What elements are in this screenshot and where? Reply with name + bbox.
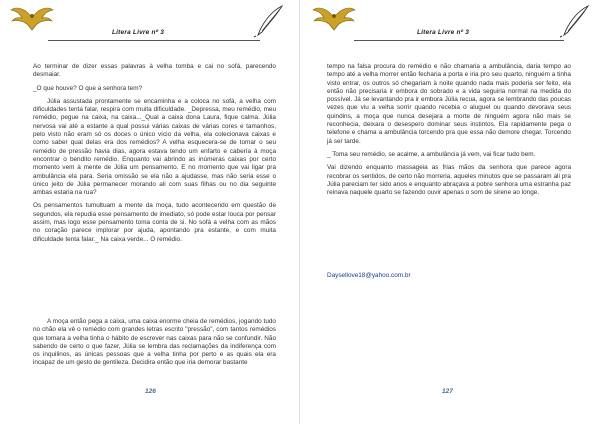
page-number: 127 — [442, 388, 453, 395]
paragraph: Os pensamentos tumultuam a mente da moça, tudo acontecendo em questão de segundos, ela repudia esse pensamento de imediato, só pode estar louca por pensar assim, mas logo esse pensamento toma conta de si. No sofá a velha com as mãos no coração parece implorar por ajuda, apontando pra estante, e com muita dificuldade tenta falar._ Na caixa verde... O remédio. — [33, 202, 276, 243]
paragraph: tempo na falsa procura do remédio e não chamaria a ambulância, daria tempo ao tempo até a velha morrer então fecharia a porta e iria pro seu quarto, ninguém a tinha visto entrar, os outros só chegariam à noite quando nada mais poderia ser feito, ela então não precisaria ir embora do sobrado e a vida seguiria normal na medida do possível. Já se levantando pra ir embora Júlia recua, agora se lembrando das poucas vezes que viu a velha sorrir quando recebia o aluguel ou quando devorava seus quindins, a moça que nunca desejara a morte de ninguém agora não mais se reconhecia, deixara o desespero dominar seus instintos. Ela rapidamente pega o telefone e chama a ambulância torcendo pra que essa não demore chegar. Torcendo já ser tarde. — [327, 63, 571, 145]
eagle-logo-icon — [10, 4, 54, 34]
quill-pen-icon — [558, 4, 592, 38]
page-number: 126 — [145, 388, 156, 395]
header-rule — [48, 40, 260, 41]
right-page — [300, 0, 600, 424]
header-rule — [354, 40, 564, 41]
quill-pen-icon — [252, 4, 286, 38]
paragraph: _O que houve? O que a senhora tem? — [33, 84, 143, 92]
left-body-text — [33, 63, 276, 244]
paragraph: Vai dizendo enquanto massageia as frias mãos da senhora que parece agora recobrar os sentidos, de certo não morreria, aqueles minutos que se passaram ali pra Júlia pareciam ter sido anos e enquanto abraçava a pobre senhora uma estranha paz reinava naquele quarto se fazendo ouvir apenas o som de sirene ao longe. — [327, 164, 571, 197]
paragraph: Ao terminar de dizer essas palavras à velha tomba e cai no sofá, parecendo desmaiar. — [33, 63, 276, 79]
left-body-text-lower — [33, 318, 276, 368]
right-body-text — [327, 63, 571, 202]
page-header — [0, 0, 300, 50]
paragraph: _ Toma seu remédio, se acalme, a ambulância já vem, vai ficar tudo bem. — [327, 150, 536, 158]
header-title: Litera Livre nº 3 — [112, 29, 165, 36]
paragraph: Júlia assustada prontamente se encaminha e a coloca no sofá, a velha com dificuldades tenta falar, respira com muita dificuldade. _Depressa, meu remédio, meu remédio, pegue na caixa, na caixa..._Qual a caixa dona Laura, fique calma. Júlia nervosa vai até a estante a qual possui várias caixas de várias cores e tamanhos, pelo visto não eram só os doces o único vício da velha, ela colecionava caixas e como saber qual delas era dos remédios? A velha esquecera-se de tomar o seu remédio de pressão havia dias, agora estava tendo um enfarto e cabería à moça encontrar o bendito remédio. Enquanto vai abrindo as inúmeras caixas por certo momento vem à mente de Júlia um pensamento. E no momento que vai ligar pra ambulância ela para. Seria omissão se ela não a ajudasse, mas não seria esse o único jeito de Júlia permanecer morando ali com suas filhas ou no dia seguinte ambas estaria na rua? — [33, 97, 276, 197]
author-email-link[interactable]: Daysellove18@yahoo.com.br — [327, 272, 411, 279]
page-header — [300, 0, 600, 50]
eagle-logo-icon — [312, 4, 356, 34]
paragraph: A moça então pega a caixa, uma caixa enorme cheia de remédios, jogando tudo no chão ela vê o remédio com grandes letras escrito "pressão", com tantos remédios que tomara a velha tinha o hábito de escrever nas caixas para não se confundir. Não sabendo de certo o que fazer, Júlia se lembra das reclamações da indiferença com os inquilinos, as únicas pessoas que a velha tinha por perto e as quais ela era incapaz de um gesto de gentileza. Decidira então que iria demorar bastante — [33, 318, 276, 367]
header-title: Litera Livre nº 3 — [417, 29, 470, 36]
